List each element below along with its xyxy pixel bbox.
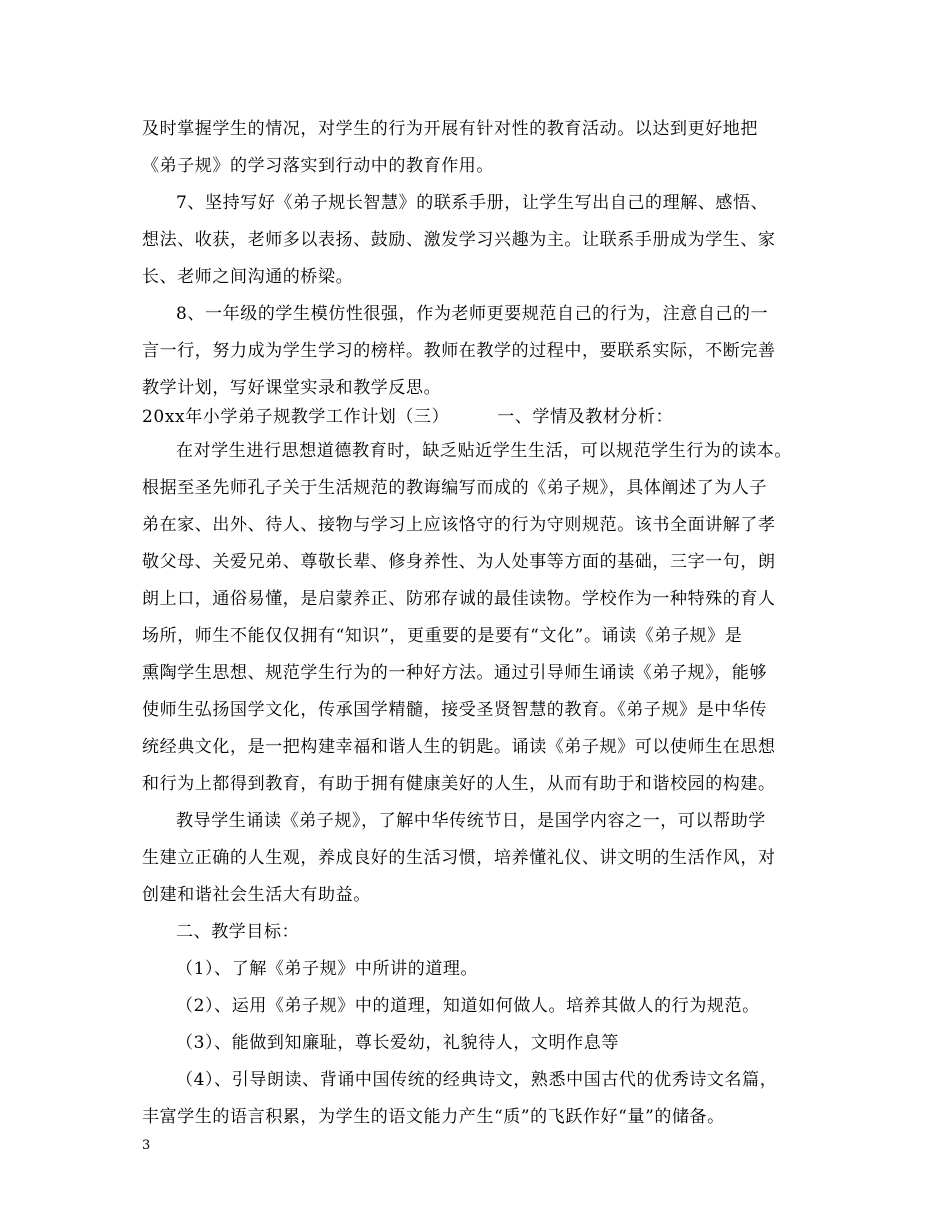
body-text-line: 创建和谐社会生活大有助益。	[142, 885, 371, 905]
body-text-line: 7、坚持写好《弟子规长智慧》的联系手册，让学生写出自己的理解、感悟、	[176, 193, 769, 213]
body-text-line: 使师生弘扬国学文化，传承国学精髓，接受圣贤智慧的教育。《弟子规》是中华传	[142, 700, 768, 720]
list-item-line: （3）、能做到知廉耻，尊长爱幼，礼貌待人，文明作息等	[176, 1033, 619, 1053]
body-text-line: 和行为上都得到教育，有助于拥有健康美好的人生，从而有助于和谐校园的构建。	[142, 774, 776, 794]
body-text-line: 敬父母、关爱兄弟、尊敬长辈、修身养性、为人处事等方面的基础，三字一句，朗	[142, 552, 776, 572]
body-text-line: 朗上口，通俗易懂，是启蒙养正、防邪存诚的最佳读物。学校作为一种特殊的育人	[142, 589, 776, 609]
body-text-line: 教学计划，写好课堂实录和教学反思。	[142, 378, 442, 398]
body-text-line: 长、老师之间沟通的桥梁。	[142, 267, 354, 287]
body-text-line: 熏陶学生思想、规范学生行为的一种好方法。通过引导师生诵读《弟子规》，能够	[142, 663, 768, 683]
body-text-line: 教导学生诵读《弟子规》，了解中华传统节日，是国学内容之一，可以帮助学	[176, 811, 766, 831]
list-item-line: （4）、引导朗读、背诵中国传统的经典诗文，熟悉中国古代的优秀诗文名篇，	[176, 1070, 778, 1090]
body-text-line: 统经典文化，是一把构建幸福和谐人生的钥匙。诵读《弟子规》可以使师生在思想	[142, 737, 776, 757]
section-heading-line: 20xx年小学弟子规教学工作计划（三） 一、学情及教材分析：	[142, 407, 674, 427]
body-text-line: 《弟子规》的学习落实到行动中的教育作用。	[142, 156, 494, 176]
body-text-line: 言一行，努力成为学生学习的榜样。教师在教学的过程中，要联系实际，不断完善	[142, 341, 776, 361]
body-text-line: 想法、收获，老师多以表扬、鼓励、激发学习兴趣为主。让联系手册成为学生、家	[142, 230, 776, 250]
body-text-line: 在对学生进行思想道德教育时，缺乏贴近学生生活，可以规范学生行为的读本。	[176, 441, 792, 461]
body-text-line: 场所，师生不能仅仅拥有“知识”，更重要的是要有“文化”。诵读《弟子规》是	[142, 626, 743, 646]
body-text-line: 及时掌握学生的情况，对学生的行为开展有针对性的教育活动。以达到更好地把	[142, 119, 758, 139]
section-heading-line: 二、教学目标：	[176, 922, 300, 942]
body-text-line: 根据至圣先师孔子关于生活规范的教诲编写而成的《弟子规》，具体阐述了为人子	[142, 478, 768, 498]
body-text-line: 弟在家、出外、待人、接物与学习上应该恪守的行为守则规范。该书全面讲解了孝	[142, 515, 776, 535]
body-text-line: 8、一年级的学生模仿性很强，作为老师更要规范自己的行为，注意自己的一	[176, 304, 769, 324]
body-text-line: 丰富学生的语言积累，为学生的语文能力产生“质”的飞跃作好“量”的储备。	[142, 1107, 725, 1127]
page-number: 3	[142, 1138, 151, 1153]
list-item-line: （2）、运用《弟子规》中的道理，知道如何做人。培养其做人的行为规范。	[176, 996, 760, 1016]
list-item-line: （1）、了解《弟子规》中所讲的道理。	[176, 959, 479, 979]
body-text-line: 生建立正确的人生观，养成良好的生活习惯，培养懂礼仪、讲文明的生活作风，对	[142, 848, 776, 868]
